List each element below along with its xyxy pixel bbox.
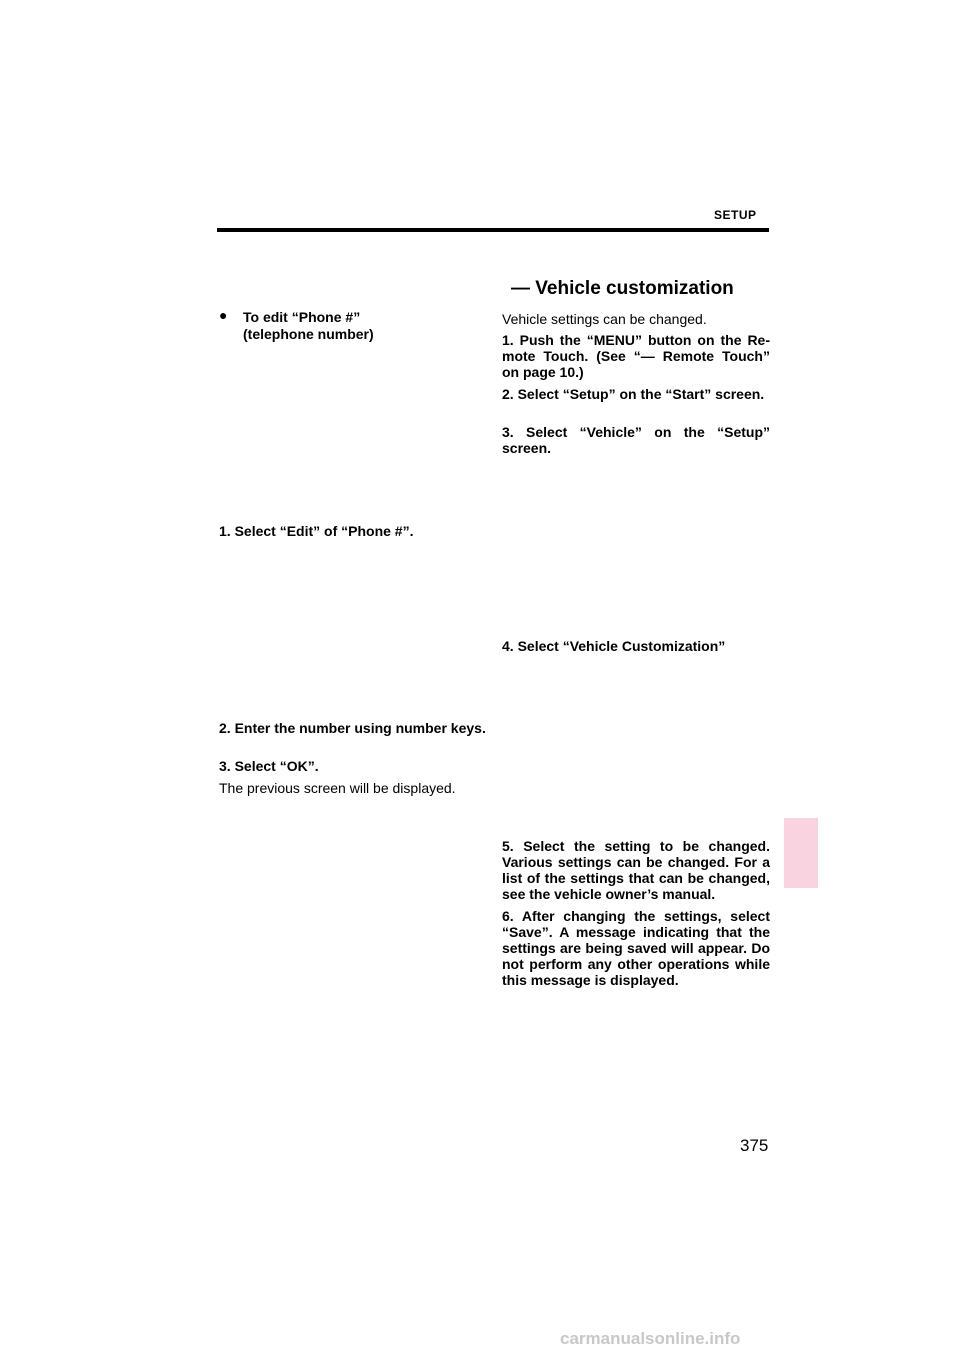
left-note: The previous screen will be displayed. [219, 780, 456, 796]
section-title: SETUP [714, 208, 757, 222]
left-step-3: 3. Select “OK”. [219, 758, 319, 774]
watermark: carmanualsonline.info [560, 1329, 741, 1348]
left-step-2: 2. Enter the number using number keys. [219, 720, 486, 736]
bullet-heading-line-2: (telephone number) [243, 326, 374, 342]
right-step-3: 3. Select “Vehicle” on the “Setup” screen. [502, 424, 770, 456]
section-heading: — Vehicle customization [511, 278, 734, 299]
bullet-heading-line-1: To edit “Phone #” [243, 309, 361, 325]
chapter-tab [784, 818, 818, 888]
bullet-icon: ● [219, 307, 228, 323]
right-step-6: 6. After changing the settings, select “Save”. A message indicating that the settings are being saved will appear. Do not perform any other operations while this message is displayed. [502, 908, 770, 988]
right-step-1: 1. Push the “MENU” button on the Re-mote Touch. (See “— Remote Touch” on page 10.) [502, 332, 770, 380]
right-step-4: 4. Select “Vehicle Customization” [502, 638, 726, 654]
right-step-5: 5. Select the setting to be changed. Various settings can be changed. For a list of the settings that can be changed, see the vehicle owner’s manual. [502, 838, 770, 902]
page-number: 375 [740, 1136, 769, 1155]
header-rule [217, 228, 769, 232]
bullet-heading [243, 309, 463, 343]
left-step-1: 1. Select “Edit” of “Phone #”. [219, 523, 414, 539]
right-step-2: 2. Select “Setup” on the “Start” screen. [502, 386, 765, 402]
right-intro: Vehicle settings can be changed. [502, 311, 707, 327]
